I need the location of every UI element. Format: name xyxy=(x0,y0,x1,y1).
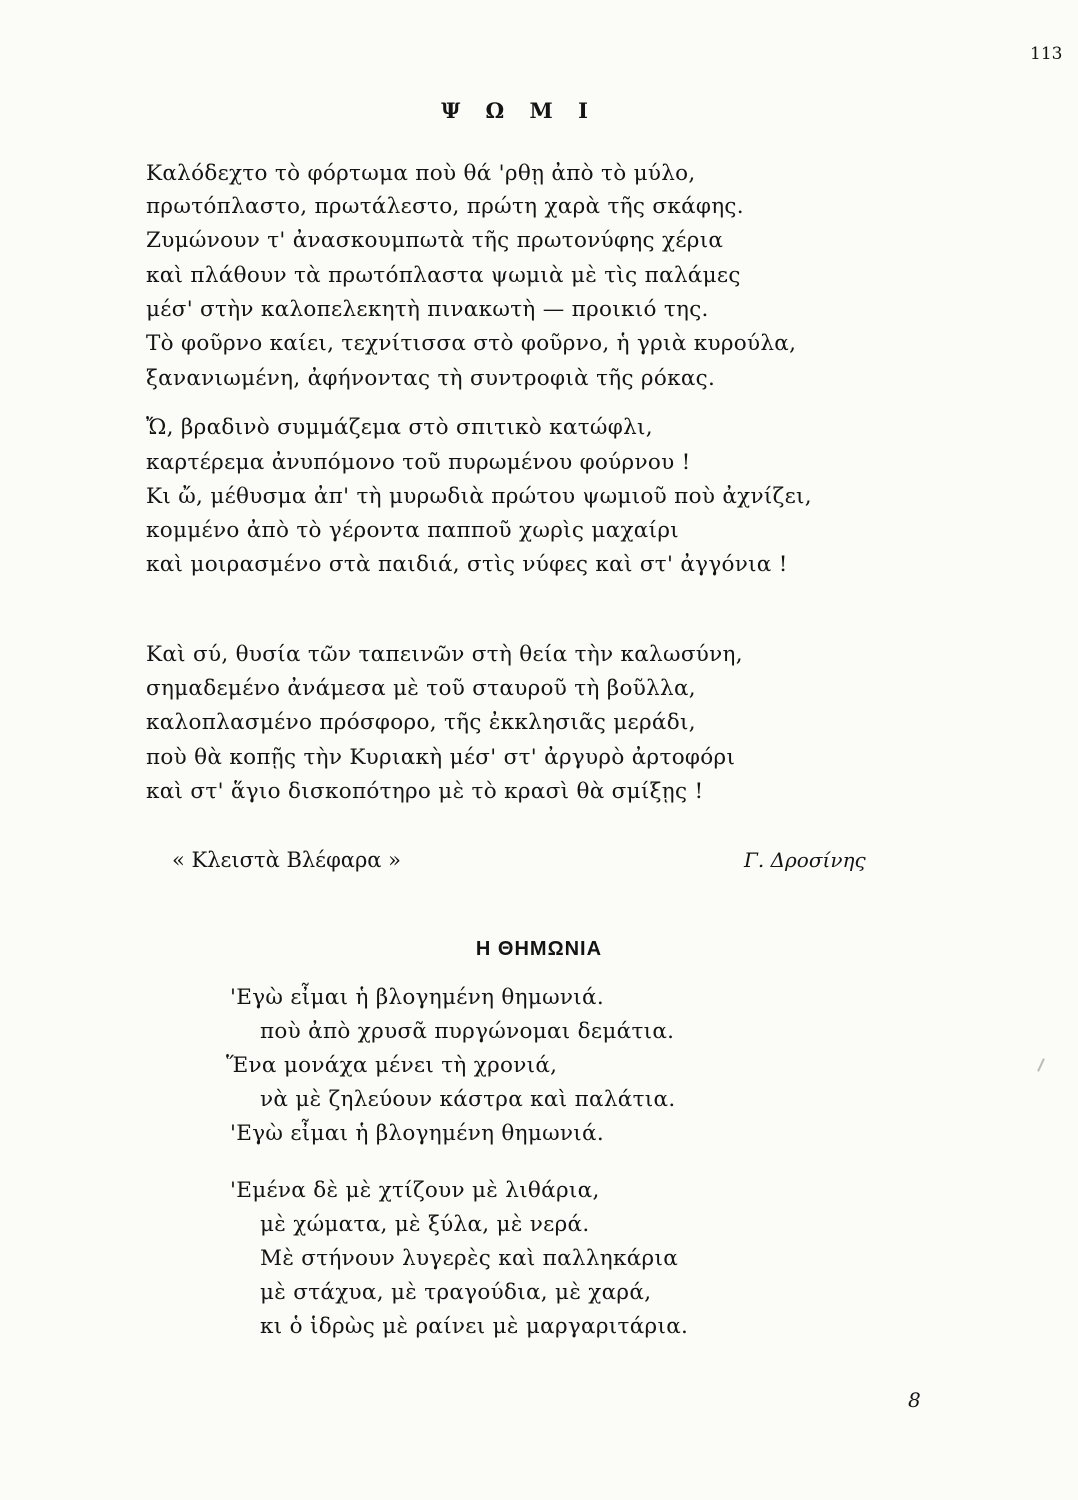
poem-line: Μὲ στήνουν λυγερὲς καὶ παλληκάρια xyxy=(260,1246,679,1271)
source-book: « Κλειστὰ Βλέφαρα » xyxy=(172,848,402,872)
poem-line: μέσ' στὴν καλοπελεκητὴ πινακωτὴ — προικιό της. xyxy=(146,297,709,322)
author-name: Γ. Δροσίνης xyxy=(744,848,866,872)
poem-line: 'Εμένα δὲ μὲ χτίζουν μὲ λιθάρια, xyxy=(230,1178,600,1203)
poem-line: Ὤ, βραδινὸ συμμάζεμα στὸ σπιτικὸ κατώφλι, xyxy=(146,415,653,440)
poem-line: ποὺ θὰ κοπῇς τὴν Κυριακὴ μέσ' στ' ἀργυρὸ ἀρτοφόρι xyxy=(146,745,736,770)
poem-line: καὶ μοιρασμένο στὰ παιδιά, στὶς νύφες καὶ στ' ἀγγόνια ! xyxy=(146,552,788,577)
page-number: 113 xyxy=(1030,44,1063,64)
poem-line: Ἕνα μονάχα μένει τὴ χρονιά, xyxy=(226,1053,558,1078)
poem-line: κομμένο ἀπὸ τὸ γέροντα παπποῦ χωρὶς μαχαίρι xyxy=(146,518,680,543)
poem-line: 'Εγὼ εἶμαι ἡ βλογημένη θημωνιά. xyxy=(230,985,604,1010)
poem-line: Κι ὤ, μέθυσμα ἀπ' τὴ μυρωδιὰ πρώτου ψωμιοῦ ποὺ ἀχνίζει, xyxy=(146,484,812,509)
poem-line: 'Εγὼ εἶμαι ἡ βλογημένη θημωνιά. xyxy=(230,1121,604,1146)
poem-line: πρωτόπλαστο, πρωτάλεστο, πρώτη χαρὰ τῆς σκάφης. xyxy=(146,194,744,219)
poem-line: καὶ πλάθουν τὰ πρωτόπλαστα ψωμιὰ μὲ τὶς παλάμες xyxy=(146,263,741,288)
poem-line: σημαδεμένο ἀνάμεσα μὲ τοῦ σταυροῦ τὴ βοῦλλα, xyxy=(146,676,696,701)
poem-title-themonia: Η ΘΗΜΩΝΙΑ xyxy=(475,938,603,960)
poem-line: καρτέρεμα ἀνυπόμονο τοῦ πυρωμένου φούρνου ! xyxy=(146,450,691,475)
poem-line: νὰ μὲ ζηλεύουν κάστρα καὶ παλάτια. xyxy=(260,1087,676,1112)
poem-line: Τὸ φοῦρνο καίει, τεχνίτισσα στὸ φοῦρνο, ἡ γριὰ κυρούλα, xyxy=(146,331,797,356)
poem-line: Καὶ σύ, θυσία τῶν ταπεινῶν στὴ θεία τὴν καλωσύνη, xyxy=(146,642,743,667)
poem-line: μὲ στάχυα, μὲ τραγούδια, μὲ χαρά, xyxy=(260,1280,652,1305)
poem-line: μὲ χώματα, μὲ ξύλα, μὲ νερά. xyxy=(260,1212,590,1237)
stray-mark xyxy=(1037,1058,1045,1072)
poem-line: ποὺ ἀπὸ χρυσᾶ πυργώνομαι δεμάτια. xyxy=(260,1019,675,1044)
poem-line: Ζυμώνουν τ' ἀνασκουμπωτὰ τῆς πρωτονύφης χέρια xyxy=(146,228,724,253)
poem-line: Καλόδεχτο τὸ φόρτωμα ποὺ θά 'ρθῃ ἀπὸ τὸ μύλο, xyxy=(146,161,696,186)
poem-line: κι ὁ ἱδρὼς μὲ ραίνει μὲ μαργαριτάρια. xyxy=(260,1314,689,1339)
poem-title-psomi: Ψ Ω Μ Ι xyxy=(441,98,597,123)
poem-line: ξανανιωμένη, ἀφήνοντας τὴ συντροφιὰ τῆς ρόκας. xyxy=(146,366,716,391)
poem-line: καὶ στ' ἅγιο δισκοπότηρο μὲ τὸ κρασὶ θὰ σμίξῃς ! xyxy=(146,779,704,804)
signature-mark: 8 xyxy=(908,1388,921,1412)
poem-line: καλοπλασμένο πρόσφορο, τῆς ἐκκλησιᾶς μεράδι, xyxy=(146,710,696,735)
